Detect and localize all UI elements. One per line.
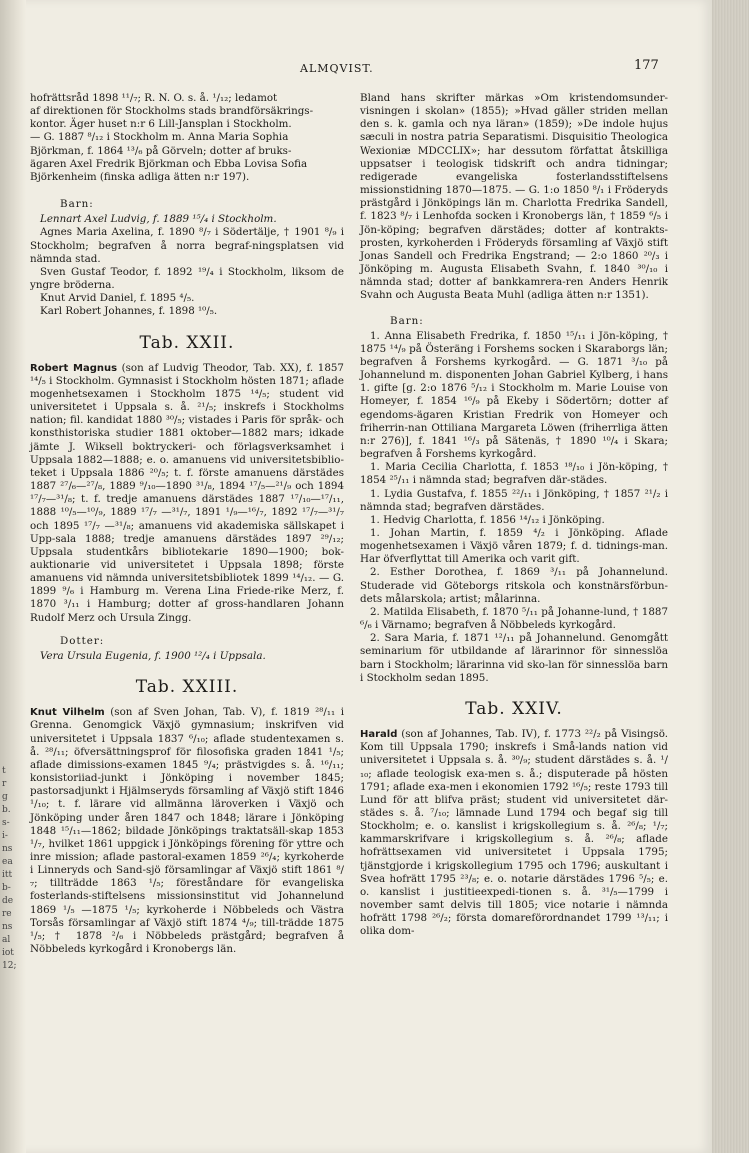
margin-letter: i-	[2, 831, 8, 841]
child-entry: Lennart Axel Ludvig, f. 1889 ¹⁵/₄ i Stockholm.	[40, 213, 277, 226]
entry-text: (son af Ludvig Theodor, Tab. XX), f. 1857 ¹⁴/₅ i Stockholm. Gymnasist i Stockholm hösten 1871; aflade mogenhetsexamen i Stockholm 1875 ¹⁴/₅; student vid universitetet i Uppsala s. å. ²¹/₅; inskrefs i Stockholms nation; fil. kandidat 1880 ³⁰/₅; vistades i Paris för språk- och konsthistoriska studier 1881 oktober—1882 mars; idkade jämte J. Wiksell boktryckeri- och förlagsverksamhet i Uppsala 1882—1888; e. o. amanuens vid universitetsbiblio-teket i Uppsala 1886 ²⁰/₅; t. f. förste amanuens därstädes 1887 ²⁷/₆—²⁷/₈, 1889 ⁹/₁₀—1890 ³¹/₈, 1894 ¹⁷/₅—²¹/₉ och 1894 ¹⁷/₇—³¹/₈; t. f. tredje amanuens därstädes 1887 ¹⁷/₁₀—¹⁷/₁₁, 1888 ¹⁰/₅—¹⁰/₉, 1889 ¹⁷/₇ —³¹/₇, 1891 ¹/₉—¹⁶/₇, 1892 ¹⁷/₇—³¹/₇ och 1895 ¹⁷/₇ —³¹/₈; amanuens vid akademiska sällskapet i Upp-sala 1888; tredje amanuens därstädes 1897 ²⁹/₁₂; Uppsala studentkårs bibliotekarie 1890—1900; bok-auktionarie vid universitetet i Uppsala 1898; förste amanuens vid nämnda universitetsbibliotek 1899 ¹⁴/₁₂. — G. 1899 ⁹/₆ i Hamburg m. Verena Lina Friede-rike Merz, f. 1870 ³/₁₁ i Hamburg; dotter af gross-handlaren Johann Rudolf Merz och Ursula Zingg.	[30, 361, 344, 624]
left-column	[30, 92, 344, 956]
margin-letter: ea	[2, 857, 13, 867]
margin-letter: b.	[2, 805, 11, 815]
intro-line: af direktionen för Stockholms stads brandförsäkrings-	[30, 105, 314, 118]
child-entry: 2. Matilda Elisabeth, f. 1870 ⁵/₁₁ på Johanne-lund, † 1887 ⁶/₆ i Värnamo; begrafven å Nöbbeleds kyrkogård.	[360, 605, 668, 632]
margin-letter: re	[2, 909, 12, 919]
child-entry: Agnes Maria Axelina, f. 1890 ⁸/₇ i Södertälje, † 1901 ⁸/₉ i Stockholm; begrafven å norra begraf-ningsplatsen vid nämnda stad.	[30, 226, 344, 265]
child-entry: Karl Robert Johannes, f. 1898 ¹⁰/₅.	[40, 305, 218, 318]
page-number: 177	[634, 58, 659, 73]
entry-name: Robert Magnus	[30, 362, 118, 374]
margin-letter: itt	[2, 870, 13, 880]
dotter-heading: Dotter:	[60, 634, 105, 647]
margin-letter: iot	[2, 948, 14, 958]
child-entry: Knut Arvid Daniel, f. 1895 ⁴/₅.	[40, 292, 195, 305]
tab-heading-xxiv: Tab. XXIV.	[465, 698, 563, 719]
tab-heading-xxii: Tab. XXII.	[139, 332, 235, 353]
child-entry: 1. Anna Elisabeth Fredrika, f. 1850 ¹⁵/₁₁ i Jön-köping, † 1875 ¹⁴/₉ på Österäng i Forshems socken i Skaraborgs län; begrafven å Forshems kyrkogård. — G. 1871 ³/₁₀ på Johannelund m. disponenten Johan Gabriel Kylberg, i hans 1. gifte [g. 2:o 1876 ⁵/₁₂ i Stockholm m. Marie Louise von Homeyer, f. 1854 ¹⁶/₉ på Ekeby i Södertörn; dotter af egendoms-ägaren Kristian Fredrik von Homeyer och friherrin-nan Ottiliana Margareta Löwen (friherrliga ätten n:r 276)], f. 1841 ¹⁶/₃ på Sätenäs, † 1890 ¹⁰/₄ i Skara; begrafven å Forshems kyrkogård.	[360, 329, 668, 461]
child-entry: Sven Gustaf Teodor, f. 1892 ¹⁹/₄ i Stockholm, liksom de yngre bröderna.	[30, 265, 344, 292]
barn-heading: Barn:	[390, 314, 424, 327]
tab-heading-xxiii: Tab. XXIII.	[135, 677, 239, 698]
running-head: ALMQVIST.	[300, 62, 374, 75]
entry-text: (son af Sven Johan, Tab. V), f. 1819 ²⁸/₁₁ i Grenna. Genomgick Växjö gymnasium; inskrifven vid universitetet i Uppsala 1837 ⁶/₁₀; aflade studentexamen s. å. ²⁸/₁₁; öfversättningsprof för filosofiska graden 1841 ¹/₅; aflade dimissions-examen 1845 ⁹/₄; prästvigdes s. å. ¹⁶/₁₁; konsistoriiad-junkt i Jönköping i november 1845; pastorsadjunkt i Hjälmseryds församling af Växjö stift 1846 ¹/₁₀; t. f. lärare vid allmänna läroverken i Växjö och Jönköping under åren 1847 och 1848; lärare i Jönköping 1848 ¹⁵/₁₁—1862; bildade Jönköpings traktatsäll-skap 1853 ¹/₇, hvilket 1861 uppgick i Jönköpings förening för yttre och inre mission; aflade pastoral-examen 1859 ²⁶/₄; kyrkoherde i Linneryds och Sand-sjö församlingar af Växjö stift 1861 ⁸/₇; tillträdde 1863 ¹/₅; föreståndare för evangeliska fosterlands-stiftelsens missionsinstitut vid Johannelund 1869 ¹/₅ —1875 ¹/₅; kyrkoherde i Nöbbeleds och Västra Torsås församlingar af Växjö stift 1874 ⁴/₉; till-trädde 1875 ¹/₅; † 1878 ²/₆ i Nöbbeleds prästgård; begrafven å Nöbbeleds kyrkogård i Kronobergs län.	[30, 706, 344, 956]
margin-letter: ns	[2, 844, 13, 854]
intro-line: — G. 1887 ⁸/₁₂ i Stockholm m. Anna Maria Sophia	[30, 131, 289, 144]
right-column	[360, 92, 668, 939]
entry-text: (son af Johannes, Tab. IV), f. 1773 ²²/₂ på Visingsö. Kom till Uppsala 1790; inskrefs i Små-lands nation vid universitetet i Uppsala s. å. ³⁰/₉; student därstädes s. å. ¹/₁₀; aflade teologisk exa-men s. å.; disputerade på hösten 1791; aflade exa-men i ekonomien 1792 ¹⁶/₅; reste 1793 till Lund för att blifva präst; student vid universitetet där-städes s. å. ⁷/₁₀; lämnade Lund 1794 och begaf sig till Stockholm; e. o. kanslist i krigskollegium s. å. ²⁶/₈; ¹/₇; kammarskrifvare i krigskollegium s. å. ²⁶/₈; aflade hofrättsexamen vid universitetet i Uppsala 1795; tjänstgjorde i krigskollegium 1795 och 1796; auskultant i Svea hofrätt 1795 ²³/₈; e. o. notarie därstädes 1796 ⁵/₅; e. o. kanslist i justitieexpedi-tionen s. å. ³¹/₅—1799 i november samt delvis till 1805; vice notarie i nämnda hofrätt 1798 ²⁶/₂; första domareförordnandet 1799 ¹³/₁₁; i olika dom-	[360, 728, 668, 938]
child-entry: 2. Esther Dorothea, f. 1869 ³/₁₁ på Johannelund. Studerade vid Göteborgs ritskola och konstnärsförbun-dets målarskola; artist; målarinna.	[360, 566, 668, 605]
intro-line: ägaren Axel Fredrik Björkman och Ebba Lovisa Sofia	[30, 157, 308, 170]
entry-name: Knut Vilhelm	[30, 707, 105, 719]
margin-letter: ns	[2, 922, 13, 932]
intro-line: hofrättsråd 1898 ¹¹/₇; R. N. O. s. å. ¹/₁₂; ledamot	[30, 92, 278, 104]
daughter-entry: Vera Ursula Eugenia, f. 1900 ¹²/₄ i Uppsala.	[40, 649, 266, 662]
margin-letter: 12;	[2, 961, 17, 971]
margin-letter: s-	[2, 818, 10, 828]
intro-line: Björkenheim (finska adliga ätten n:r 197).	[30, 170, 250, 183]
barn-heading: Barn:	[60, 198, 94, 211]
book-gutter	[0, 0, 26, 1153]
intro-text: Bland hans skrifter märkas »Om kristendomsunder-visningen i skolan» (1855); »Hvad gäller striden mellan den s. k. gamla och nya läran» (1859); »De indole hujus sæculi in nostra patria Separatismi. Disquisitio Theologica Wexioniæ MDCCLIX»; har dessutom författat åtskilliga uppsatser i teologisk tidskrift och andra tidningar; redigerade evangeliska fosterlandsstiftelsens missionstidning 1870—1875. — G. 1:o 1850 ⁸/₁ i Fröderyds prästgård i Jönköpings län m. Charlotta Fredrika Sandell, f. 1823 ⁸/₇ i Lenhofda socken i Kronobergs län, † 1859 ⁶/₅ i Jön-köping; begrafven därstädes; dotter af kontrakts-prosten, kyrkoherden i Fröderyds församling af Växjö stift Jonas Sandell och Fredrika Engstrand; — 2:o 1860 ²⁰/₃ i Jönköping m. Augusta Elisabeth Svahn, f. 1840 ³⁰/₁₀ i nämnda stad; dotter af bankkamrera-ren Anders Henrik Svahn och Augusta Beata Muhl (adliga ätten n:r 1351).	[360, 92, 668, 302]
margin-letter: r	[2, 779, 7, 789]
margin-letter: b-	[2, 883, 11, 893]
page-edges	[712, 0, 749, 1153]
child-entry: 1. Maria Cecilia Charlotta, f. 1853 ¹⁸/₁₀ i Jön-köping, † 1854 ²⁵/₁₁ i nämnda stad; begrafven där-städes.	[360, 461, 668, 487]
gutter-margin-letters	[2, 765, 22, 973]
entry-name: Harald	[360, 729, 398, 741]
child-entry: 1. Johan Martin, f. 1859 ⁴/₂ i Jönköping. Aflade mogenhetsexamen i Växjö våren 1879; f. d. tidnings-man. Har öfverflyttat till Amerika och varit gift.	[360, 527, 668, 566]
child-entry: 2. Sara Maria, f. 1871 ¹²/₁₁ på Johannelund. Genomgått seminarium för utbildande af lärarinnor för sinnesslöa barn i Stockholm; lärarinna vid sko-lan för sinnesslöa barn i Stockholm sedan 1895.	[360, 632, 668, 684]
child-entry: 1. Lydia Gustafva, f. 1855 ²²/₁₁ i Jönköping, † 1857 ²¹/₂ i nämnda stad; begrafven därstädes.	[360, 487, 668, 513]
margin-letter: t	[2, 766, 6, 776]
margin-letter: g	[2, 792, 8, 802]
intro-line: Björkman, f. 1864 ¹³/₆ på Görveln; dotter af bruks-	[30, 144, 292, 157]
margin-letter: de	[2, 896, 14, 906]
margin-letter: al	[2, 935, 11, 945]
child-entry: 1. Hedvig Charlotta, f. 1856 ¹⁴/₁₂ i Jönköping.	[370, 513, 605, 526]
intro-line: kontor. Äger huset n:r 6 Lill-Jansplan i Stockholm.	[30, 118, 292, 131]
